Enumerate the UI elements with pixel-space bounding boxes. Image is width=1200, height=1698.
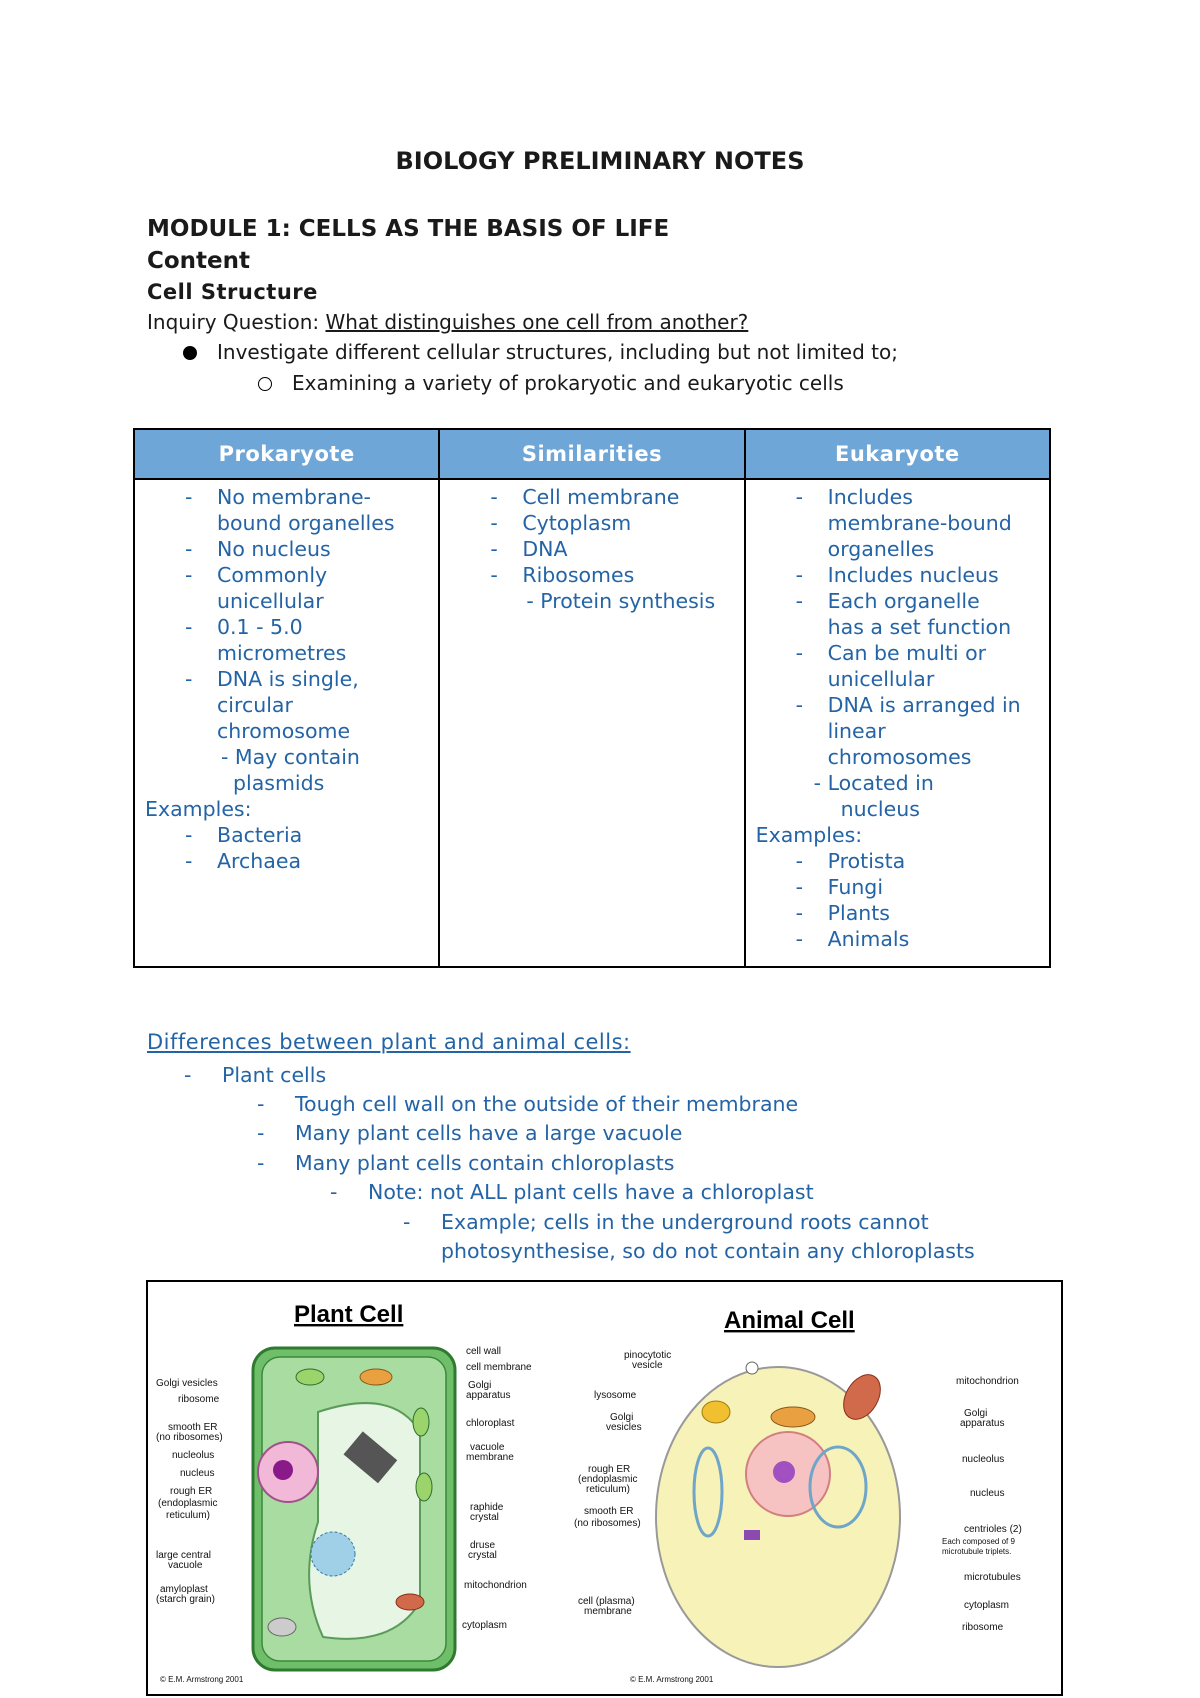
- module-heading: MODULE 1: CELLS AS THE BASIS OF LIFE: [147, 216, 670, 242]
- cell-diagram-figure: [146, 1280, 1063, 1696]
- plant-nucleolus: [273, 1460, 293, 1480]
- bullet-dot-icon: [183, 346, 197, 360]
- list-item: - Protista: [795, 849, 906, 873]
- list-item: - No nucleus: [185, 537, 331, 561]
- svg-text:nucleolus: nucleolus: [962, 1454, 1005, 1465]
- svg-text:smooth ER: smooth ER: [168, 1422, 218, 1433]
- golgi-apparatus: [771, 1407, 815, 1427]
- header-eukaryote: Eukaryote: [745, 429, 1050, 479]
- list-item-cont: chromosomes: [827, 745, 972, 769]
- list-item: - Tough cell wall on the outside of their membrane: [257, 1092, 799, 1116]
- list-item: - No membrane-: [185, 485, 371, 509]
- svg-text:mitochondrion: mitochondrion: [956, 1376, 1019, 1387]
- svg-text:druse: druse: [470, 1540, 496, 1551]
- inquiry-question: [147, 310, 748, 334]
- svg-text:Golgi: Golgi: [964, 1408, 988, 1419]
- list-item: - Archaea: [185, 849, 302, 873]
- svg-text:(no ribosomes): (no ribosomes): [156, 1432, 223, 1443]
- list-item: - Cell membrane: [490, 485, 680, 509]
- bullet-level-1: [183, 340, 898, 364]
- svg-text:cytoplasm: cytoplasm: [964, 1600, 1010, 1611]
- svg-text:rough ER: rough ER: [170, 1486, 213, 1497]
- svg-text:rough ER: rough ER: [588, 1464, 631, 1475]
- svg-text:vacuole: vacuole: [168, 1560, 203, 1571]
- list-item: - Fungi: [795, 875, 884, 899]
- svg-text:crystal: crystal: [470, 1512, 499, 1523]
- svg-text:vesicles: vesicles: [606, 1422, 642, 1433]
- svg-text:(starch grain): (starch grain): [156, 1594, 215, 1605]
- examples-label: Examples:: [755, 823, 863, 847]
- list-item: - Commonly: [185, 563, 328, 587]
- lysosome: [702, 1401, 730, 1423]
- section-heading: Cell Structure: [147, 280, 318, 304]
- list-item: - Plants: [795, 901, 890, 925]
- svg-text:cell wall: cell wall: [466, 1346, 502, 1357]
- druse-crystal: [311, 1532, 355, 1576]
- sub-item-cont: nucleus: [840, 797, 920, 821]
- amyloplast: [268, 1618, 296, 1636]
- svg-text:cytoplasm: cytoplasm: [462, 1620, 508, 1631]
- svg-text:lysosome: lysosome: [594, 1390, 637, 1401]
- similarities-cell: [439, 479, 744, 967]
- list-item-cont: micrometres: [217, 641, 347, 665]
- svg-text:nucleus: nucleus: [970, 1488, 1005, 1499]
- sub-item: - Located in: [813, 771, 934, 795]
- page-title: BIOLOGY PRELIMINARY NOTES: [395, 147, 805, 175]
- list-item-cont: photosynthesise, so do not contain any chloroplasts: [441, 1239, 975, 1263]
- svg-text:raphide: raphide: [470, 1502, 504, 1513]
- list-item: - Includes nucleus: [795, 563, 999, 587]
- bullet-level-2: [258, 371, 844, 395]
- content-heading: Content: [147, 248, 251, 274]
- svg-text:microtubule triplets.: microtubule triplets.: [942, 1547, 1012, 1556]
- header-similarities: Similarities: [439, 429, 744, 479]
- svg-text:pinocytotic: pinocytotic: [624, 1350, 672, 1361]
- list-item-cont: linear: [827, 719, 886, 743]
- bullet-circle-icon: [258, 377, 272, 391]
- list-item-cont: chromosome: [217, 719, 351, 743]
- svg-text:mitochondrion: mitochondrion: [464, 1580, 527, 1591]
- svg-text:nucleus: nucleus: [180, 1468, 215, 1479]
- sub-item-cont: plasmids: [233, 771, 325, 795]
- list-item-cont: unicellular: [217, 589, 324, 613]
- cell-diagrams-svg: [148, 1282, 1061, 1694]
- svg-text:microtubules: microtubules: [964, 1572, 1021, 1583]
- chloroplast: [413, 1408, 429, 1436]
- list-item: - Many plant cells contain chloroplasts: [257, 1151, 675, 1175]
- svg-text:large central: large central: [156, 1550, 212, 1561]
- svg-text:nucleolus: nucleolus: [172, 1450, 215, 1461]
- svg-text:membrane: membrane: [584, 1606, 632, 1617]
- list-item: - DNA is arranged in: [795, 693, 1021, 717]
- plant-credit: © E.M. Armstrong 2001: [160, 1675, 244, 1684]
- bullet-1-text: Investigate different cellular structures, including but not limited to;: [217, 340, 898, 364]
- list-item-cont: membrane-bound: [827, 511, 1012, 535]
- golgi-apparatus: [360, 1369, 392, 1385]
- centrioles: [744, 1530, 760, 1540]
- list-item: - Cytoplasm: [490, 511, 632, 535]
- list-item: - Plant cells: [184, 1063, 327, 1087]
- svg-text:Golgi: Golgi: [468, 1380, 492, 1391]
- svg-text:chloroplast: chloroplast: [466, 1418, 515, 1429]
- examples-label: Examples:: [145, 797, 252, 821]
- svg-text:(endoplasmic: (endoplasmic: [158, 1498, 218, 1509]
- list-item: - Note: not ALL plant cells have a chloroplast: [330, 1180, 814, 1204]
- svg-text:ribosome: ribosome: [962, 1622, 1004, 1633]
- prokaryote-cell: [134, 479, 439, 967]
- bullet-2-text: Examining a variety of prokaryotic and eukaryotic cells: [292, 371, 844, 395]
- list-item: - DNA is single,: [185, 667, 359, 691]
- pinocytotic-vesicle: [746, 1362, 758, 1374]
- sub-item: - May contain: [221, 745, 360, 769]
- animal-credit: © E.M. Armstrong 2001: [630, 1675, 714, 1684]
- svg-text:crystal: crystal: [468, 1550, 497, 1561]
- chloroplast: [416, 1473, 432, 1501]
- svg-text:apparatus: apparatus: [466, 1390, 511, 1401]
- list-item: - Example; cells in the underground roots cannot: [403, 1210, 929, 1234]
- comparison-table: [133, 428, 1051, 968]
- svg-text:reticulum): reticulum): [586, 1484, 630, 1495]
- list-item-cont: has a set function: [827, 615, 1012, 639]
- mitochondrion: [396, 1594, 424, 1610]
- header-prokaryote: Prokaryote: [134, 429, 439, 479]
- list-item: - Ribosomes: [490, 563, 635, 587]
- svg-text:centrioles (2): centrioles (2): [964, 1524, 1022, 1535]
- list-item: - Animals: [795, 927, 910, 951]
- svg-text:smooth ER: smooth ER: [584, 1506, 634, 1517]
- animal-cell-title: Animal Cell: [724, 1307, 855, 1334]
- list-item-cont: organelles: [827, 537, 935, 561]
- animal-nucleolus: [773, 1461, 795, 1483]
- svg-text:amyloplast: amyloplast: [160, 1584, 208, 1595]
- inquiry-label: Inquiry Question:: [147, 310, 326, 334]
- inquiry-text: What distinguishes one cell from another?: [325, 310, 749, 334]
- svg-text:cell (plasma): cell (plasma): [578, 1596, 635, 1607]
- svg-text:reticulum): reticulum): [166, 1510, 210, 1521]
- svg-text:membrane: membrane: [466, 1452, 514, 1463]
- svg-text:ribosome: ribosome: [178, 1394, 220, 1405]
- list-item: - 0.1 - 5.0: [185, 615, 303, 639]
- svg-text:Each composed of 9: Each composed of 9: [942, 1537, 1015, 1546]
- chloroplast: [296, 1369, 324, 1385]
- eukaryote-cell: [745, 479, 1050, 967]
- list-item: - Each organelle: [795, 589, 980, 613]
- list-item-cont: circular: [217, 693, 293, 717]
- list-item-cont: bound organelles: [217, 511, 395, 535]
- list-item: - Bacteria: [185, 823, 303, 847]
- svg-text:apparatus: apparatus: [960, 1418, 1005, 1429]
- svg-text:Golgi vesicles: Golgi vesicles: [156, 1378, 218, 1389]
- svg-text:cell membrane: cell membrane: [466, 1362, 532, 1373]
- svg-text:(endoplasmic: (endoplasmic: [578, 1474, 638, 1485]
- svg-text:vacuole: vacuole: [470, 1442, 505, 1453]
- svg-text:(no ribosomes): (no ribosomes): [574, 1518, 641, 1529]
- list-item-cont: unicellular: [827, 667, 935, 691]
- svg-text:Golgi: Golgi: [610, 1412, 634, 1423]
- list-item: - Many plant cells have a large vacuole: [257, 1121, 683, 1145]
- plant-cell-title: Plant Cell: [294, 1301, 404, 1328]
- list-item: - Can be multi or: [795, 641, 987, 665]
- svg-text:vesicle: vesicle: [632, 1360, 663, 1371]
- differences-heading: Differences between plant and animal cells:: [147, 1030, 631, 1054]
- list-item: - DNA: [490, 537, 568, 561]
- sub-item: - Protein synthesis: [526, 589, 716, 613]
- list-item: - Includes: [795, 485, 913, 509]
